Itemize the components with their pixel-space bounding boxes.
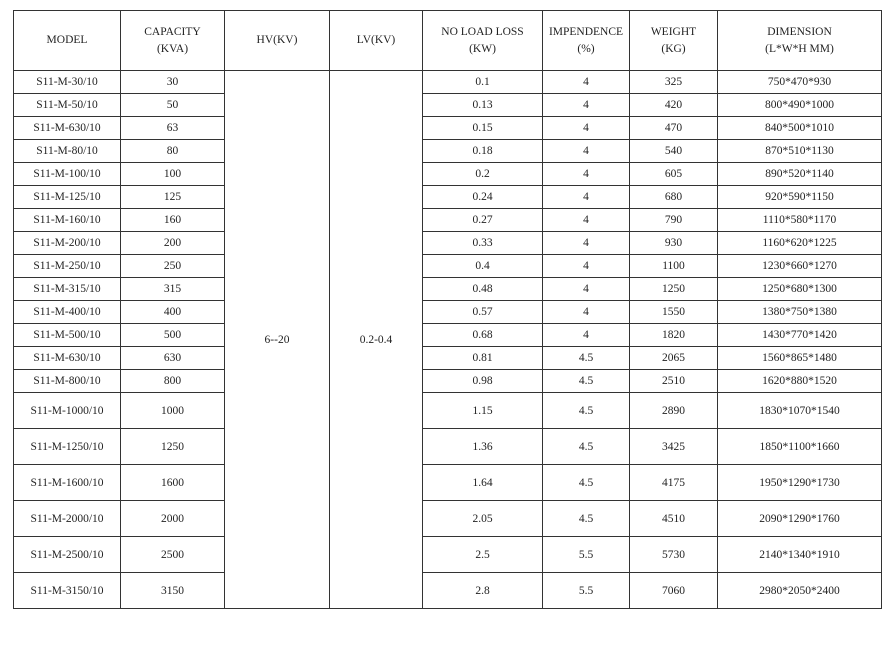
impedance-cell: 4.5 [543, 429, 630, 465]
header-row [14, 11, 882, 71]
impedance-cell: 4.5 [543, 393, 630, 429]
dimension-cell: 1950*1290*1730 [718, 465, 882, 501]
model-cell: S11-M-3150/10 [14, 573, 121, 609]
weight-cell: 470 [630, 117, 718, 140]
impedance-cell: 4 [543, 324, 630, 347]
dimension-cell: 1250*680*1300 [718, 278, 882, 301]
header-weight [630, 11, 718, 71]
header-capacity [121, 11, 225, 71]
impedance-cell: 4.5 [543, 465, 630, 501]
table-row [14, 429, 882, 465]
header-model [14, 11, 121, 71]
impedance-cell: 4 [543, 209, 630, 232]
model-cell: S11-M-1250/10 [14, 429, 121, 465]
weight-cell: 2890 [630, 393, 718, 429]
header-loss-label: NO LOAD LOSS [441, 25, 524, 38]
dimension-cell: 800*490*1000 [718, 94, 882, 117]
table-row [14, 140, 882, 163]
capacity-cell: 50 [121, 94, 225, 117]
dimension-cell: 750*470*930 [718, 71, 882, 94]
model-cell: S11-M-80/10 [14, 140, 121, 163]
header-impedance-unit: (%) [577, 42, 595, 55]
weight-cell: 1100 [630, 255, 718, 278]
model-cell: S11-M-2500/10 [14, 537, 121, 573]
header-capacity-unit: (KVA) [156, 42, 189, 55]
table-body [14, 71, 882, 609]
header-impedance [543, 11, 630, 71]
impedance-cell: 4 [543, 94, 630, 117]
dimension-cell: 2140*1340*1910 [718, 537, 882, 573]
impedance-cell: 4 [543, 255, 630, 278]
model-cell: S11-M-50/10 [14, 94, 121, 117]
no-load-loss-cell: 2.8 [423, 573, 543, 609]
model-cell: S11-M-315/10 [14, 278, 121, 301]
no-load-loss-cell: 0.57 [423, 301, 543, 324]
no-load-loss-cell: 0.24 [423, 186, 543, 209]
impedance-cell: 4.5 [543, 370, 630, 393]
spec-table-container [13, 10, 882, 609]
no-load-loss-cell: 0.81 [423, 347, 543, 370]
dimension-cell: 2090*1290*1760 [718, 501, 882, 537]
impedance-cell: 4 [543, 163, 630, 186]
table-row [14, 255, 882, 278]
model-cell: S11-M-125/10 [14, 186, 121, 209]
dimension-cell: 1380*750*1380 [718, 301, 882, 324]
dimension-cell: 1230*660*1270 [718, 255, 882, 278]
no-load-loss-cell: 2.05 [423, 501, 543, 537]
weight-cell: 1250 [630, 278, 718, 301]
no-load-loss-cell: 0.13 [423, 94, 543, 117]
capacity-cell: 2000 [121, 501, 225, 537]
capacity-cell: 315 [121, 278, 225, 301]
table-row [14, 232, 882, 255]
table-row [14, 573, 882, 609]
dimension-cell: 1830*1070*1540 [718, 393, 882, 429]
table-row [14, 209, 882, 232]
model-cell: S11-M-1000/10 [14, 393, 121, 429]
impedance-cell: 4 [543, 232, 630, 255]
model-cell: S11-M-100/10 [14, 163, 121, 186]
no-load-loss-cell: 0.4 [423, 255, 543, 278]
capacity-cell: 1250 [121, 429, 225, 465]
table-row [14, 324, 882, 347]
capacity-cell: 250 [121, 255, 225, 278]
weight-cell: 2065 [630, 347, 718, 370]
table-row [14, 465, 882, 501]
weight-cell: 7060 [630, 573, 718, 609]
table-row [14, 537, 882, 573]
capacity-cell: 1000 [121, 393, 225, 429]
dimension-cell: 840*500*1010 [718, 117, 882, 140]
no-load-loss-cell: 1.64 [423, 465, 543, 501]
weight-cell: 790 [630, 209, 718, 232]
header-dimension-unit: (L*W*H MM) [765, 42, 834, 55]
table-row [14, 347, 882, 370]
model-cell: S11-M-630/10 [14, 347, 121, 370]
no-load-loss-cell: 0.1 [423, 71, 543, 94]
weight-cell: 5730 [630, 537, 718, 573]
model-cell: S11-M-250/10 [14, 255, 121, 278]
model-cell: S11-M-2000/10 [14, 501, 121, 537]
dimension-cell: 890*520*1140 [718, 163, 882, 186]
impedance-cell: 4 [543, 71, 630, 94]
header-dimension-label: DIMENSION [767, 25, 832, 38]
model-cell: S11-M-1600/10 [14, 465, 121, 501]
model-cell: S11-M-500/10 [14, 324, 121, 347]
table-row [14, 117, 882, 140]
dimension-cell: 1110*580*1170 [718, 209, 882, 232]
weight-cell: 4510 [630, 501, 718, 537]
header-model-label: MODEL [46, 34, 88, 46]
no-load-loss-cell: 2.5 [423, 537, 543, 573]
lv-merged-cell: 0.2-0.4 [330, 71, 423, 609]
no-load-loss-cell: 0.15 [423, 117, 543, 140]
table-row [14, 186, 882, 209]
header-no-load-loss [423, 11, 543, 71]
dimension-cell: 920*590*1150 [718, 186, 882, 209]
weight-cell: 3425 [630, 429, 718, 465]
capacity-cell: 80 [121, 140, 225, 163]
capacity-cell: 500 [121, 324, 225, 347]
dimension-cell: 1430*770*1420 [718, 324, 882, 347]
weight-cell: 2510 [630, 370, 718, 393]
table-row [14, 163, 882, 186]
header-hv [225, 11, 330, 71]
table-row [14, 501, 882, 537]
no-load-loss-cell: 1.15 [423, 393, 543, 429]
capacity-cell: 63 [121, 117, 225, 140]
weight-cell: 680 [630, 186, 718, 209]
capacity-cell: 400 [121, 301, 225, 324]
weight-cell: 1820 [630, 324, 718, 347]
impedance-cell: 4 [543, 140, 630, 163]
model-cell: S11-M-160/10 [14, 209, 121, 232]
header-capacity-label: CAPACITY [144, 25, 201, 38]
capacity-cell: 160 [121, 209, 225, 232]
no-load-loss-cell: 0.68 [423, 324, 543, 347]
header-lv [330, 11, 423, 71]
impedance-cell: 4.5 [543, 347, 630, 370]
dimension-cell: 1850*1100*1660 [718, 429, 882, 465]
header-dimension [718, 11, 882, 71]
no-load-loss-cell: 0.2 [423, 163, 543, 186]
capacity-cell: 125 [121, 186, 225, 209]
no-load-loss-cell: 0.33 [423, 232, 543, 255]
model-cell: S11-M-200/10 [14, 232, 121, 255]
capacity-cell: 630 [121, 347, 225, 370]
capacity-cell: 2500 [121, 537, 225, 573]
header-impedance-label: IMPENDENCE [548, 25, 624, 38]
no-load-loss-cell: 1.36 [423, 429, 543, 465]
capacity-cell: 800 [121, 370, 225, 393]
capacity-cell: 200 [121, 232, 225, 255]
no-load-loss-cell: 0.48 [423, 278, 543, 301]
weight-cell: 325 [630, 71, 718, 94]
weight-cell: 540 [630, 140, 718, 163]
header-weight-label: WEIGHT [650, 25, 697, 38]
dimension-cell: 1620*880*1520 [718, 370, 882, 393]
model-cell: S11-M-30/10 [14, 71, 121, 94]
no-load-loss-cell: 0.18 [423, 140, 543, 163]
capacity-cell: 1600 [121, 465, 225, 501]
hv-merged-cell: 6--20 [225, 71, 330, 609]
header-loss-unit: (KW) [469, 42, 496, 55]
impedance-cell: 4 [543, 117, 630, 140]
table-row [14, 71, 882, 94]
dimension-cell: 1160*620*1225 [718, 232, 882, 255]
no-load-loss-cell: 0.27 [423, 209, 543, 232]
impedance-cell: 5.5 [543, 573, 630, 609]
impedance-cell: 4 [543, 186, 630, 209]
table-row [14, 301, 882, 324]
weight-cell: 420 [630, 94, 718, 117]
table-row [14, 393, 882, 429]
model-cell: S11-M-800/10 [14, 370, 121, 393]
capacity-cell: 100 [121, 163, 225, 186]
header-hv-label: HV(KV) [256, 34, 298, 46]
transformer-spec-table [13, 10, 882, 609]
header-lv-label: LV(KV) [356, 34, 396, 46]
dimension-cell: 2980*2050*2400 [718, 573, 882, 609]
weight-cell: 930 [630, 232, 718, 255]
weight-cell: 605 [630, 163, 718, 186]
table-row [14, 370, 882, 393]
weight-cell: 4175 [630, 465, 718, 501]
dimension-cell: 1560*865*1480 [718, 347, 882, 370]
dimension-cell: 870*510*1130 [718, 140, 882, 163]
capacity-cell: 30 [121, 71, 225, 94]
impedance-cell: 4 [543, 278, 630, 301]
impedance-cell: 5.5 [543, 537, 630, 573]
impedance-cell: 4 [543, 301, 630, 324]
header-weight-unit: (KG) [661, 42, 686, 55]
no-load-loss-cell: 0.98 [423, 370, 543, 393]
table-row [14, 94, 882, 117]
impedance-cell: 4.5 [543, 501, 630, 537]
model-cell: S11-M-400/10 [14, 301, 121, 324]
capacity-cell: 3150 [121, 573, 225, 609]
table-row [14, 278, 882, 301]
weight-cell: 1550 [630, 301, 718, 324]
model-cell: S11-M-630/10 [14, 117, 121, 140]
